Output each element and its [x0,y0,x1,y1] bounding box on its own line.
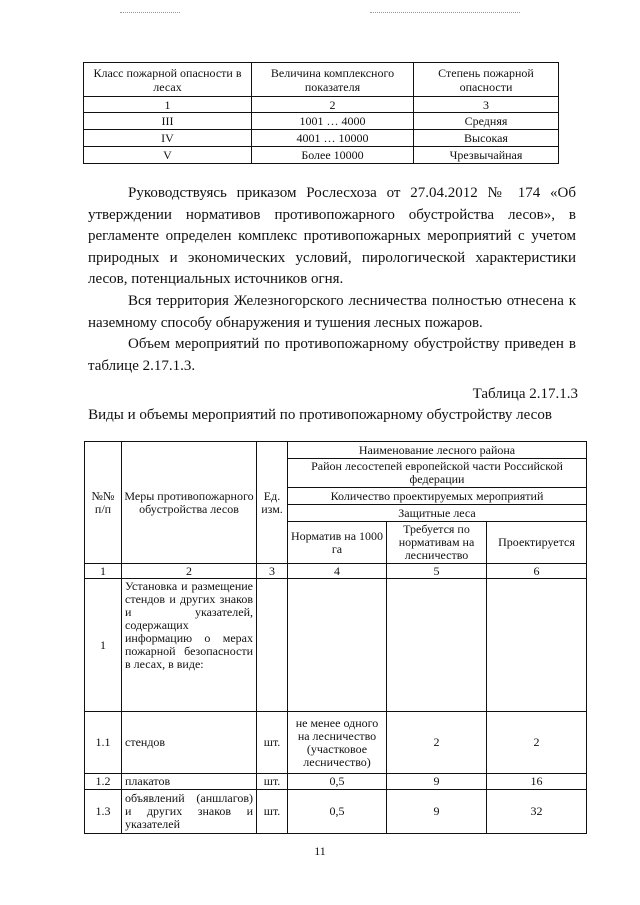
fire-danger-class-table [83,62,559,164]
table-title: Виды и объемы мероприятий по противопожарному обустройству лесов [88,407,552,423]
column-number: 3 [414,97,559,113]
row-unit: шт. [257,790,288,834]
row-norm: 0,5 [288,790,387,834]
row-unit: шт. [257,712,288,774]
column-number: 3 [257,564,288,579]
paragraph-regulation: Руководствуясь приказом Рослесхоза от 27.04.2012 № 174 «Об утверждении нормативов противопожарного обустройства лесов», в регламенте определен комплекс противопожарных мероприятий с учетом природных и экономических условий, пирологической характеристики лесов, потенциальных источников огня. [88,185,576,287]
table-cell: 4001 … 10000 [252,130,414,147]
table-cell: Высокая [414,130,559,147]
column-number: 4 [288,564,387,579]
column-number: 2 [122,564,257,579]
fire-measures-table [84,441,587,834]
row-num: 1.2 [85,774,122,790]
header-count: Количество проектируемых мероприятий [288,488,587,505]
header-measures: Меры противопожарного обустройства лесов [122,442,257,564]
row-num: 1.1 [85,712,122,774]
table-cell: Более 10000 [252,147,414,164]
table-cell: IV [84,130,252,147]
row-name: объявлений (аншлагов) и других знаков и указателей [122,790,257,834]
header-cell: Степень пожарной опасности [414,63,559,97]
row-projected: 16 [487,774,587,790]
row-name: плакатов [122,774,257,790]
table-cell: Чрезвычайная [414,147,559,164]
paragraph-territory: Вся территория Железногорского лесничества полностью отнесена к наземному способу обнаружения и тушения лесных пожаров. [88,293,576,331]
table-cell: Средняя [414,113,559,130]
table-cell: 1001 … 4000 [252,113,414,130]
header-required: Требуется по нормативам на лесничество [387,522,487,564]
column-number: 1 [84,97,252,113]
header-cell: Класс пожарной опасности в лесах [84,63,252,97]
header-num: №№ п/п [85,442,122,564]
scan-artifact [370,12,520,14]
table-cell: V [84,147,252,164]
paragraph-volume: Объем мероприятий по противопожарному обустройству приведен в таблице 2.17.1.3. [88,336,576,374]
page-number: 11 [314,844,326,858]
header-unit: Ед. изм. [257,442,288,564]
header-norm: Норматив на 1000 га [288,522,387,564]
header-region-name: Район лесостепей европейской части Российской федерации [288,459,587,488]
row-name: стендов [122,712,257,774]
row-required [387,579,487,712]
scan-artifact [120,12,180,14]
column-number: 2 [252,97,414,113]
row-projected [487,579,587,712]
table-number: Таблица 2.17.1.3 [472,386,578,402]
row-num: 1 [85,579,122,712]
column-number: 5 [387,564,487,579]
header-projected: Проектируется [487,522,587,564]
row-unit [257,579,288,712]
row-required: 9 [387,774,487,790]
table-row [85,774,587,790]
row-num: 1.3 [85,790,122,834]
table-cell: III [84,113,252,130]
row-norm: 0,5 [288,774,387,790]
table-row [84,113,559,130]
header-cell: Величина комплексного показателя [252,63,414,97]
row-projected: 32 [487,790,587,834]
table-row [85,579,587,712]
row-required: 9 [387,790,487,834]
table-row [84,130,559,147]
row-required: 2 [387,712,487,774]
table-row [84,147,559,164]
header-region: Наименование лесного района [288,442,587,459]
table-row [85,790,587,834]
header-category: Защитные леса [288,505,587,522]
row-name: Установка и размещение стендов и других знаков и указателей, содержащих информацию о мерах пожарной безопасности в лесах, в виде: [122,579,257,712]
column-number: 1 [85,564,122,579]
row-unit: шт. [257,774,288,790]
row-projected: 2 [487,712,587,774]
row-norm [288,579,387,712]
table-row [85,712,587,774]
column-number: 6 [487,564,587,579]
row-norm: не менее одного на лесничество (участковое лесничество) [288,712,387,774]
